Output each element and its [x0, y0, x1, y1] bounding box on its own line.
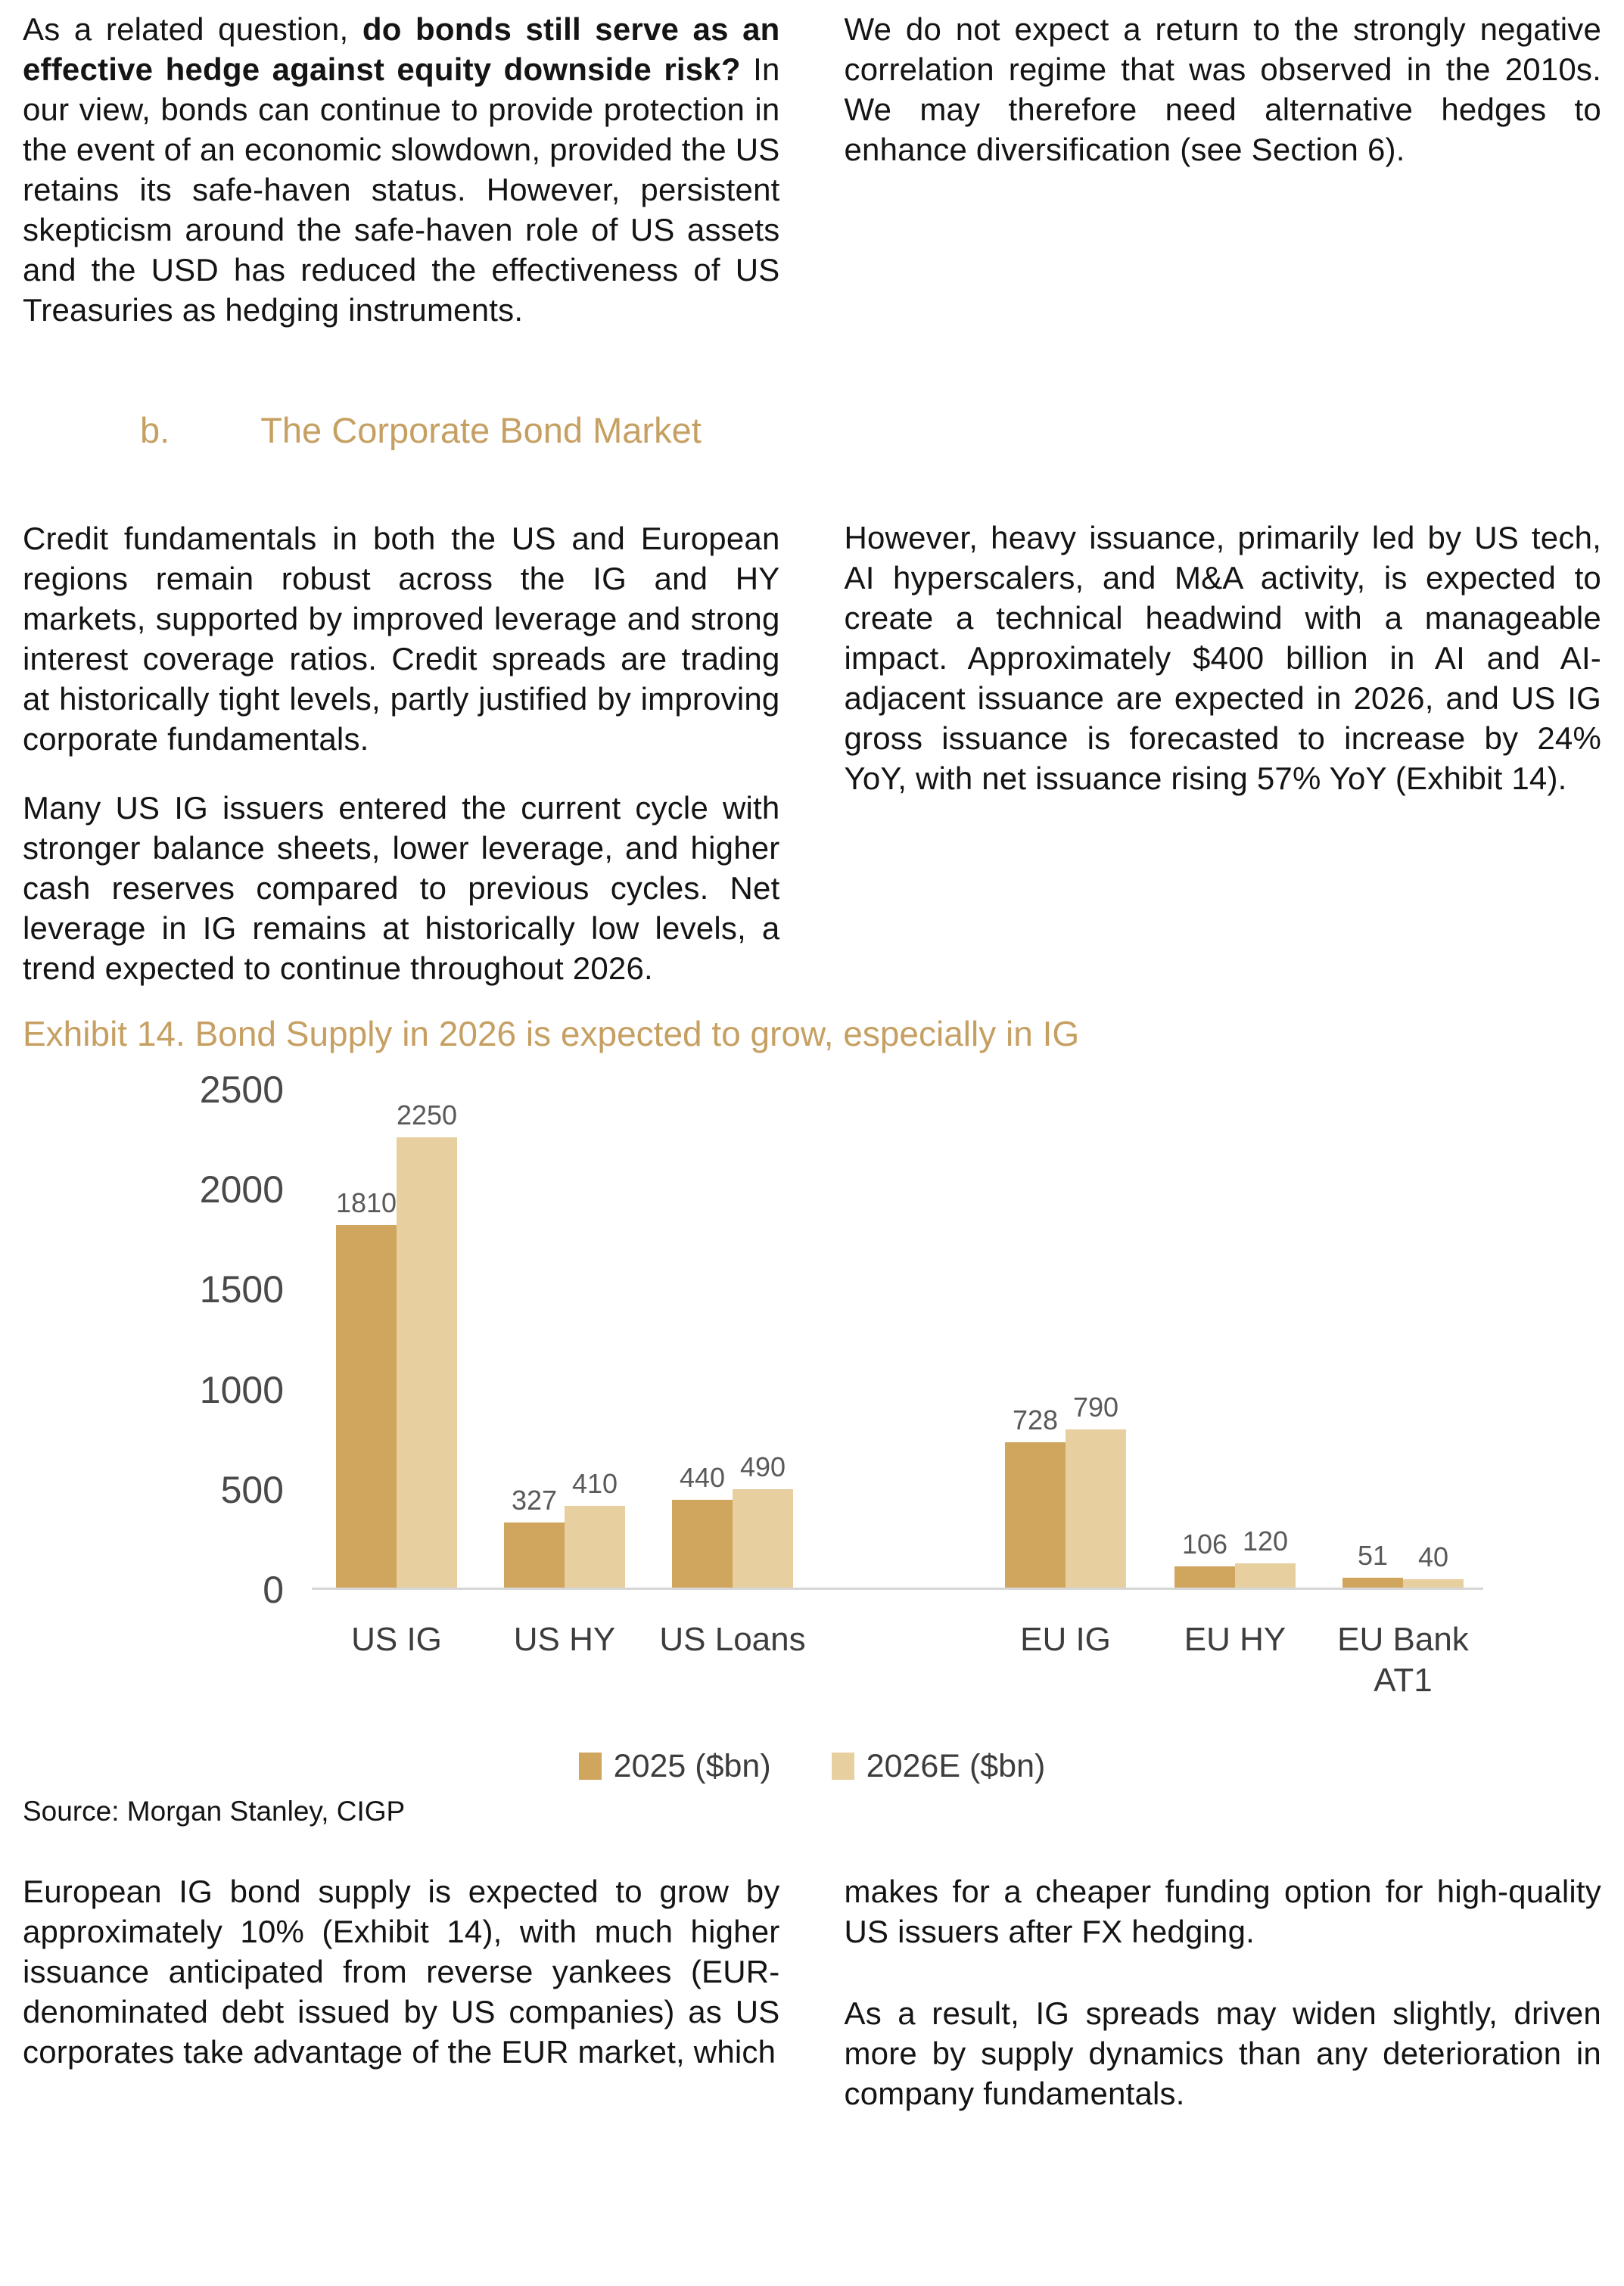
chart-plot-area: [312, 1090, 1483, 1699]
bar-slot: [336, 1090, 397, 1588]
bar-slot: [1005, 1090, 1066, 1588]
category-label-us-ig: US IG: [351, 1621, 442, 1658]
section-heading: [140, 409, 780, 452]
legend-item-2025-bn: [579, 1747, 771, 1785]
bar-value-label: 728: [1012, 1404, 1059, 1435]
bar-group-eu-hy: [1174, 1090, 1296, 1658]
bar-slot: [733, 1090, 793, 1588]
y-tick-0: 0: [263, 1569, 284, 1611]
bar-value-label: 410: [571, 1468, 618, 1499]
paragraph-credit-fundamentals: Credit fundamentals in both the US and European regions remain robust across the IG and HY markets, supported by improved leverage and strong interest coverage ratios. Credit spreads are trading at historically tight levels, partly justified by improving corporate fundamentals.: [23, 521, 780, 757]
legend-label: 2025 ($bn): [613, 1748, 771, 1784]
y-tick-2000: 2000: [199, 1168, 284, 1211]
chart-legend: [23, 1747, 1601, 1785]
bottom-left-column: [23, 1871, 780, 2113]
bottom-right-column: [845, 1871, 1602, 2113]
legend-label: 2026E ($bn): [866, 1748, 1046, 1784]
top-columns: [23, 9, 1601, 988]
legend-swatch-icon: [832, 1753, 854, 1780]
chart-y-axis: [23, 1068, 284, 1611]
bar-slot: [1403, 1090, 1464, 1588]
bar-slot: [565, 1090, 625, 1588]
bar-2026e-bn-us-hy: [565, 1506, 625, 1588]
section-heading-title: The Corporate Bond Market: [260, 410, 702, 450]
right-column: [845, 9, 1602, 988]
paragraph-correlation-regime: We do not expect a return to the strongly negative correlation regime that was observed in the 2010s. We may therefore need alternative hedges to enhance diversification (see Section 6).: [844, 11, 1601, 167]
bar-value-label: 440: [679, 1462, 726, 1493]
bar-group-us-loans: [659, 1090, 806, 1658]
category-label-us-loans: US Loans: [659, 1621, 806, 1658]
bar-slot: [672, 1090, 733, 1588]
bar-slot: [1235, 1090, 1296, 1588]
bar-pair: [672, 1090, 793, 1588]
y-tick-1000: 1000: [199, 1368, 284, 1411]
bar-2026e-bn-us-loans: [733, 1489, 793, 1588]
bar-2026e-bn-eu-ig: [1066, 1429, 1126, 1588]
bar-value-label: 490: [739, 1451, 786, 1482]
bar-2025-bn-us-loans: [672, 1500, 733, 1588]
bar-value-label: 1810: [335, 1187, 397, 1218]
bar-2025-bn-eu-bank-at1: [1342, 1578, 1403, 1588]
bar-group-eu-ig: [1005, 1090, 1126, 1658]
exhibit-14-chart: [23, 1068, 1601, 1699]
section-heading-index: b.: [140, 410, 170, 450]
paragraph-cheaper-funding: makes for a cheaper funding option for high-quality US issuers after FX hedging.: [844, 1874, 1601, 1949]
bar-slot: [1342, 1090, 1403, 1588]
category-label-eu-hy: EU HY: [1184, 1621, 1286, 1658]
paragraph-us-ig-issuers: Many US IG issuers entered the current cycle with stronger balance sheets, lower leverage, and higher cash reserves compared to previous cycles. Net leverage in IG remains at historically low levels, a trend expected to continue throughout 2026.: [23, 790, 780, 986]
y-tick-1500: 1500: [199, 1268, 284, 1311]
bar-value-label: 40: [1417, 1541, 1449, 1572]
source-note: Source: Morgan Stanley, CIGP: [23, 1796, 406, 1827]
bar-value-label: 51: [1357, 1540, 1389, 1571]
paragraph-european-ig-supply: European IG bond supply is expected to grow by approximately 10% (Exhibit 14), with much higher issuance anticipated from reverse yankees (EUR-denominated debt issued by US companies) as US corporates take advantage of the EUR market, which: [23, 1874, 780, 2070]
bar-group-eu-bank-at1: [1337, 1090, 1469, 1699]
bar-2025-bn-eu-ig: [1005, 1442, 1066, 1588]
bar-2025-bn-eu-hy: [1174, 1566, 1235, 1588]
bar-slot: [1066, 1090, 1126, 1588]
bar-pair: [1005, 1090, 1126, 1588]
bar-pair: [336, 1090, 457, 1588]
bar-slot: [504, 1090, 565, 1588]
bar-value-label: 327: [511, 1485, 558, 1516]
left-column: [23, 9, 780, 988]
bar-2026e-bn-eu-bank-at1: [1403, 1579, 1464, 1588]
bar-pair: [1174, 1090, 1296, 1588]
bar-group-us-hy: [504, 1090, 625, 1658]
bar-2025-bn-us-hy: [504, 1522, 565, 1588]
bar-2026e-bn-us-ig: [397, 1137, 457, 1588]
bar-value-label: 120: [1242, 1526, 1289, 1557]
paragraph-bonds-hedge-pre: As a related question,: [23, 11, 362, 47]
y-tick-500: 500: [220, 1468, 284, 1511]
legend-swatch-icon: [579, 1753, 602, 1780]
bar-pair: [504, 1090, 625, 1588]
exhibit-title: Exhibit 14. Bond Supply in 2026 is expected to grow, especially in IG: [23, 1014, 1080, 1053]
paragraph-bonds-hedge-bold: do bonds still serve as an effective hedge against equity downside risk?: [23, 11, 780, 87]
bar-value-label: 2250: [396, 1099, 458, 1131]
bar-slot: [397, 1090, 457, 1588]
paragraph-heavy-issuance: However, heavy issuance, primarily led by US tech, AI hyperscalers, and M&A activity, is expected to create a technical headwind with a manageable impact. Approximately $400 billion in AI and AI-adjacent issuance are expected in 2026, and US IG gross issuance is forecasted to increase by 24% YoY, with net issuance rising 57% YoY (Exhibit 14).: [844, 520, 1601, 796]
category-label-us-hy: US HY: [513, 1621, 616, 1658]
bar-2025-bn-us-ig: [336, 1225, 397, 1588]
bar-value-label: 790: [1072, 1392, 1119, 1423]
bar-value-label: 106: [1181, 1529, 1228, 1560]
bar-group-us-ig: [335, 1090, 458, 1658]
bar-pair: [1342, 1090, 1464, 1588]
y-tick-2500: 2500: [199, 1068, 284, 1111]
bar-slot: [1174, 1090, 1235, 1588]
category-label-eu-bank-at1: EU Bank AT1: [1337, 1621, 1469, 1699]
paragraph-ig-spreads: As a result, IG spreads may widen slightly, driven more by supply dynamics than any deterioration in company fundamentals.: [844, 1995, 1601, 2111]
category-label-eu-ig: EU IG: [1020, 1621, 1111, 1658]
paragraph-bonds-hedge: [23, 9, 780, 330]
bottom-columns: [23, 1871, 1601, 2113]
paragraph-bonds-hedge-post: In our view, bonds can continue to provide protection in the event of an economic slowdown, provided the US retains its safe-haven status. However, persistent skepticism around the safe-haven role of US assets and the USD has reduced the effectiveness of US Treasuries as hedging instruments.: [23, 51, 780, 328]
legend-item-2026e-bn: [832, 1747, 1046, 1785]
bar-2026e-bn-eu-hy: [1235, 1563, 1296, 1588]
